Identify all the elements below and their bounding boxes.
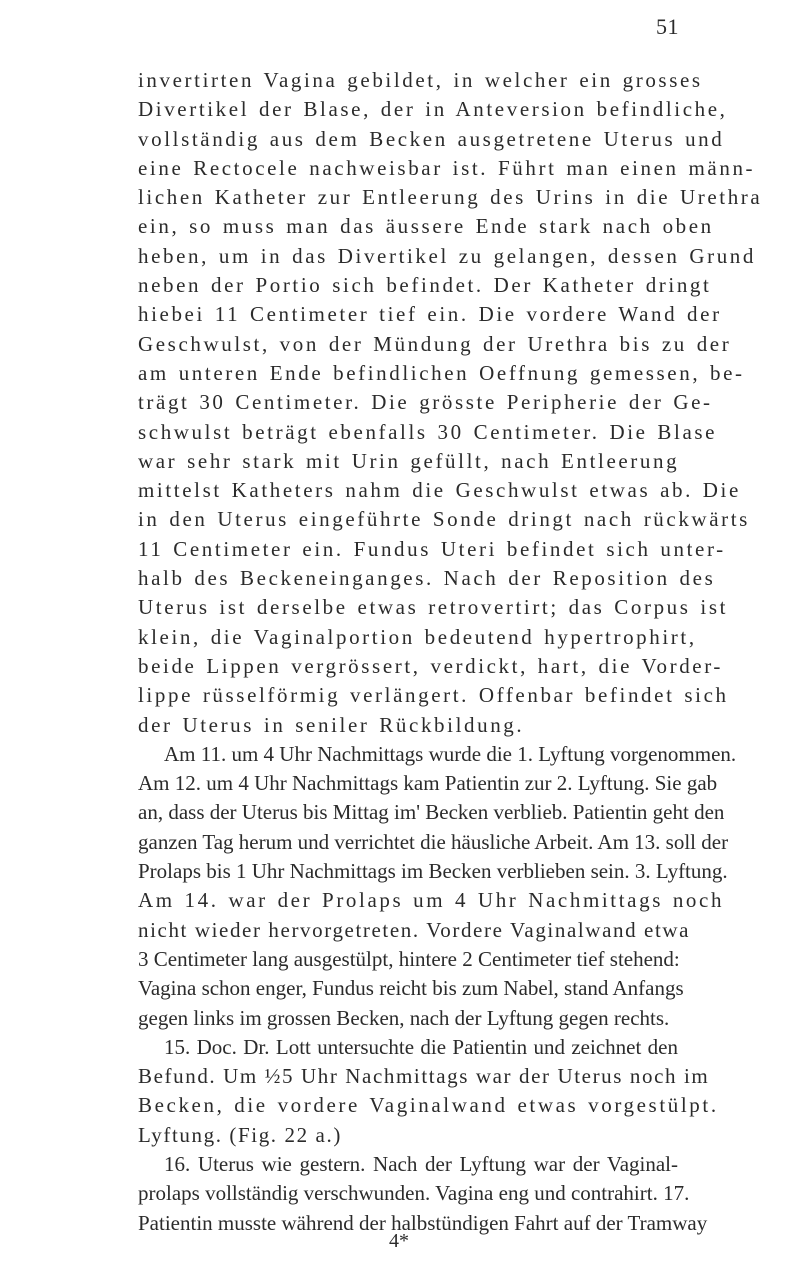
text-line: 15. Doc. Dr. Lott untersuchte die Patientin und zeichnet den bbox=[164, 1034, 678, 1059]
text-line: beide Lippen vergrössert, verdickt, hart, die Vorder- bbox=[138, 653, 723, 678]
text-line: eine Rectocele nachweisbar ist. Führt man einen männ- bbox=[138, 155, 756, 180]
text-line: mittelst Katheters nahm die Geschwulst etwas ab. Die bbox=[138, 478, 741, 503]
text-line: Geschwulst, von der Mündung der Urethra bis zu der bbox=[138, 331, 732, 356]
text-line: am unteren Ende befindlichen Oeffnung gemessen, be- bbox=[138, 360, 745, 385]
text-line: hiebei 11 Centimeter tief ein. Die vordere Wand der bbox=[138, 302, 722, 327]
text-line: Lyftung. (Fig. 22 a.) bbox=[138, 1122, 342, 1147]
text-line: 3 Centimeter lang ausgestülpt, hintere 2 Centimeter tief stehend: bbox=[138, 946, 680, 971]
text-line: vollständig aus dem Becken ausgetretene Uterus und bbox=[138, 126, 725, 151]
text-line: Am 12. um 4 Uhr Nachmittags kam Patientin zur 2. Lyftung. Sie gab bbox=[138, 771, 718, 796]
page-body bbox=[138, 66, 763, 1238]
text-line: Becken, die vordere Vaginalwand etwas vorgestülpt. bbox=[138, 1093, 719, 1118]
text-line: lichen Katheter zur Entleerung des Urins in die Urethra bbox=[138, 185, 763, 210]
text-line: klein, die Vaginalportion bedeutend hypertrophirt, bbox=[138, 624, 697, 649]
text-line: gegen links im grossen Becken, nach der Lyftung gegen rechts. bbox=[138, 1005, 670, 1030]
text-line: in den Uterus eingeführte Sonde dringt nach rückwärts bbox=[138, 507, 750, 532]
text-line: Patientin musste während der halbstündigen Fahrt auf der Tramway bbox=[138, 1210, 708, 1235]
text-line: Uterus ist derselbe etwas retrovertirt; das Corpus ist bbox=[138, 595, 729, 620]
text-line: Am 14. war der Prolaps um 4 Uhr Nachmittags noch bbox=[138, 888, 725, 913]
text-line: an, dass der Uterus bis Mittag im' Becken verblieb. Patientin geht den bbox=[138, 800, 725, 825]
text-line: halb des Beckeneinganges. Nach der Reposition des bbox=[138, 566, 716, 591]
text-line: war sehr stark mit Urin gefüllt, nach Entleerung bbox=[138, 448, 680, 473]
text-line: ganzen Tag herum und verrichtet die häusliche Arbeit. Am 13. soll der bbox=[138, 829, 729, 854]
text-line: trägt 30 Centimeter. Die grösste Peripherie der Ge- bbox=[138, 390, 713, 415]
text-line: prolaps vollständig verschwunden. Vagina eng und contrahirt. 17. bbox=[138, 1181, 690, 1206]
text-line: Prolaps bis 1 Uhr Nachmittags im Becken verblieben sein. 3. Lyftung. bbox=[138, 859, 728, 884]
text-line: Befund. Um ½5 Uhr Nachmittags war der Uterus noch im bbox=[138, 1064, 710, 1089]
text-line: der Uterus in seniler Rückbildung. bbox=[138, 712, 525, 737]
text-line: nicht wieder hervorgetreten. Vordere Vaginalwand etwa bbox=[138, 917, 691, 942]
text-line: schwulst beträgt ebenfalls 30 Centimeter. Die Blase bbox=[138, 419, 718, 444]
text-line: Am 11. um 4 Uhr Nachmittags wurde die 1. Lyftung vorgenommen. bbox=[164, 741, 737, 766]
printer-signature-mark: 4* bbox=[389, 1230, 409, 1252]
page-number: 51 bbox=[656, 14, 679, 39]
text-line: invertirten Vagina gebildet, in welcher ein grosses bbox=[138, 68, 703, 92]
text-line: Divertikel der Blase, der in Anteversion befindliche, bbox=[138, 97, 728, 122]
text-line: heben, um in das Divertikel zu gelangen, dessen Grund bbox=[138, 243, 757, 268]
text-line: ein, so muss man das äussere Ende stark nach oben bbox=[138, 214, 714, 239]
text-line: neben der Portio sich befindet. Der Katheter dringt bbox=[138, 273, 712, 298]
text-line: 16. Uterus wie gestern. Nach der Lyftung war der Vaginal- bbox=[164, 1151, 678, 1176]
text-line: lippe rüsselförmig verlängert. Offenbar befindet sich bbox=[138, 683, 729, 708]
text-line: 11 Centimeter ein. Fundus Uteri befindet sich unter- bbox=[138, 536, 726, 561]
text-line: Vagina schon enger, Fundus reicht bis zum Nabel, stand Anfangs bbox=[138, 976, 684, 1001]
